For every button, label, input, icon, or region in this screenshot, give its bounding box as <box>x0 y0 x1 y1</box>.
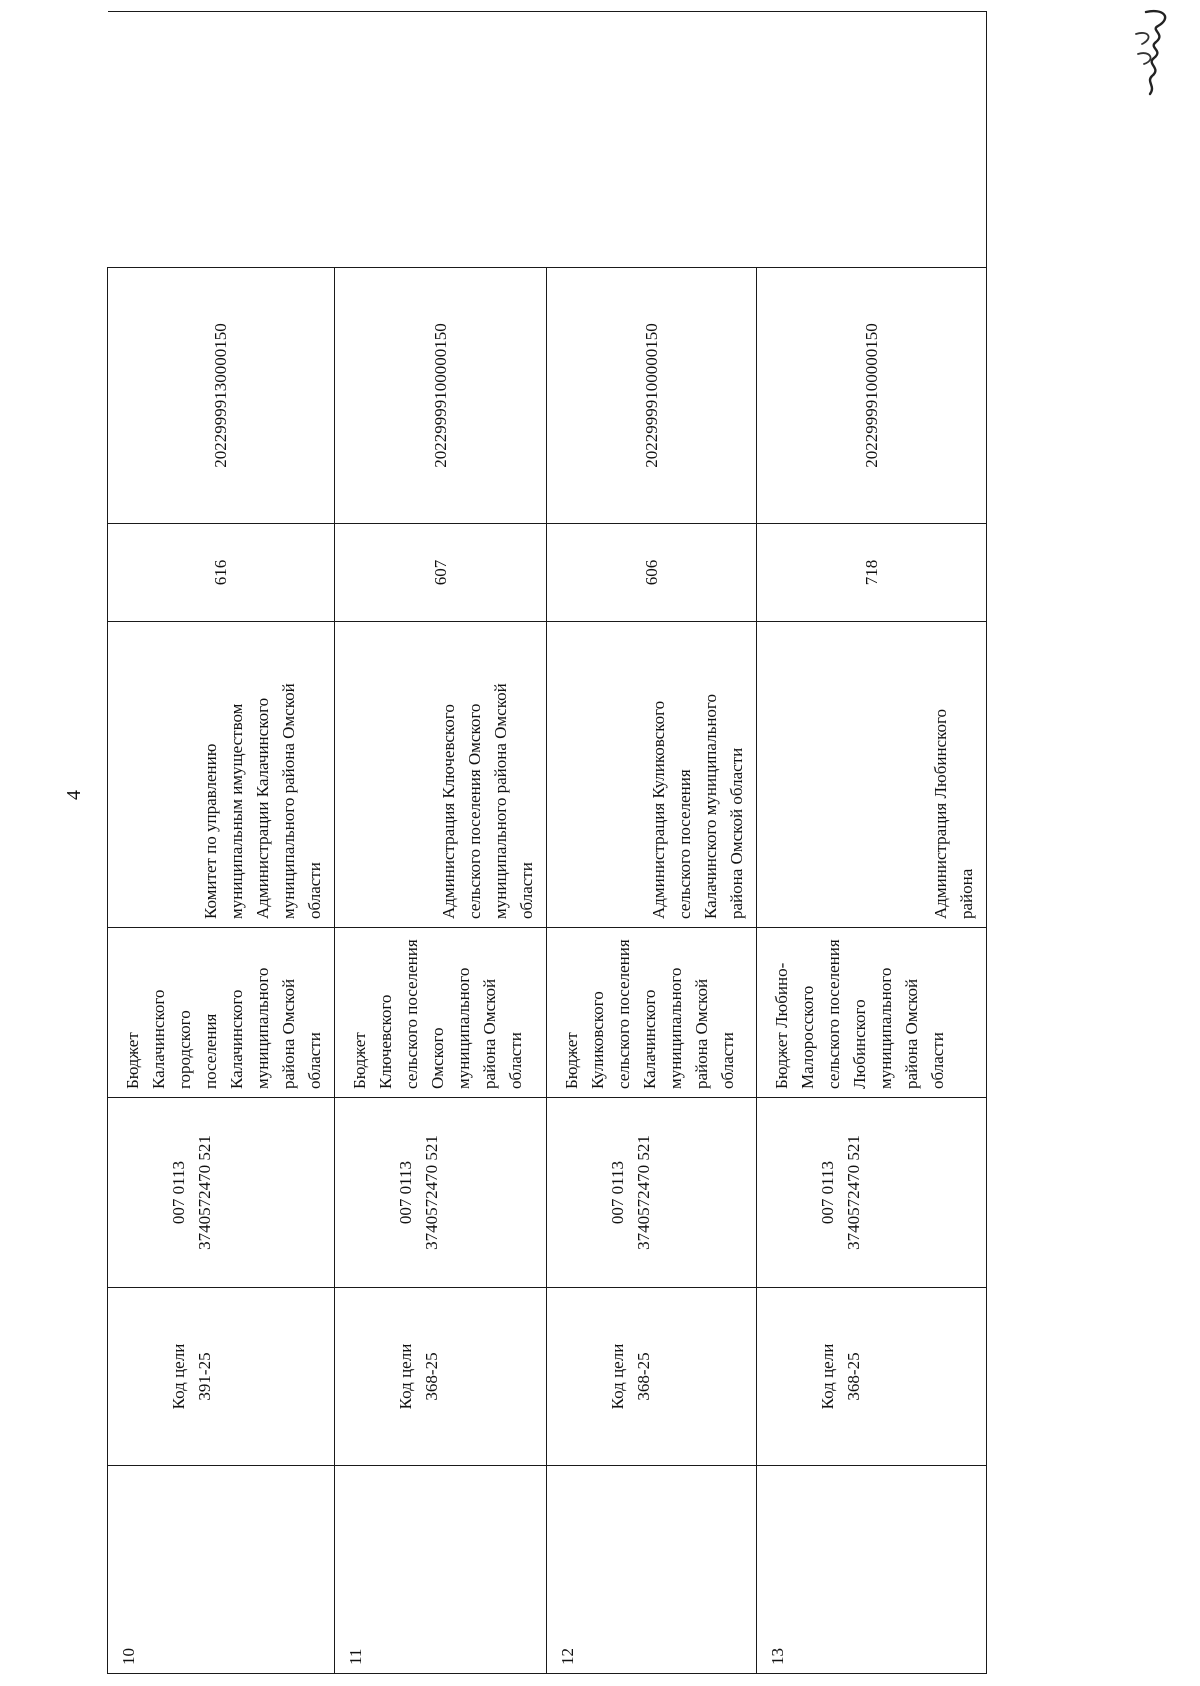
handwritten-signature <box>1106 4 1186 100</box>
budget-name: Бюджет Калачинского городского поселения Калачинского муниципального района Омской области <box>123 967 324 1089</box>
admin-code: 606 <box>641 559 661 586</box>
income-code: 20229999100000150 <box>861 323 881 468</box>
budget-cell <box>335 928 547 1098</box>
admin-code-cell <box>335 524 547 622</box>
table-row <box>108 12 335 1674</box>
income-code-cell <box>757 268 987 524</box>
empty-column-cell <box>108 12 987 268</box>
income-code-cell <box>108 268 335 524</box>
kbk-code: 007 0113 3740572470 521 <box>608 1135 653 1250</box>
subsidy-table <box>107 11 987 1674</box>
purpose-code: Код цели 391-25 <box>169 1343 214 1410</box>
budget-cell <box>547 928 757 1098</box>
purpose-code-cell <box>108 1288 335 1466</box>
budget-name: Бюджет Любино- Малоросского сельского поселения Любинского муниципального района Омской области <box>772 939 947 1089</box>
purpose-code-cell <box>335 1288 547 1466</box>
admin-code: 616 <box>211 559 230 586</box>
purpose-code: Код цели 368-25 <box>818 1343 863 1410</box>
budget-name: Бюджет Куликовского сельского поселения Калачинского муниципального района Омской области <box>562 939 737 1089</box>
rotated-table-sheet <box>107 12 976 1674</box>
budget-cell <box>757 928 987 1098</box>
administrator-cell <box>547 622 757 928</box>
budget-cell <box>108 928 335 1098</box>
kbk-code: 007 0113 3740572470 521 <box>396 1135 441 1250</box>
kbk-cell <box>547 1098 757 1288</box>
kbk-code: 007 0113 3740572470 521 <box>818 1135 863 1250</box>
kbk-cell <box>335 1098 547 1288</box>
kbk-code: 007 0113 3740572470 521 <box>169 1135 214 1250</box>
row-number: 12 <box>547 1466 757 1674</box>
purpose-code: Код цели 368-25 <box>396 1343 441 1410</box>
administrator-name: Администрация Куликовского сельского поселения Калачинского муниципального района Омской области <box>649 694 746 919</box>
kbk-cell <box>757 1098 987 1288</box>
row-number: 10 <box>108 1466 335 1674</box>
admin-code: 718 <box>861 559 881 586</box>
admin-code: 607 <box>430 559 450 586</box>
row-number: 11 <box>335 1466 547 1674</box>
admin-code-cell <box>108 524 335 622</box>
page-number: 4 <box>63 790 85 800</box>
income-code: 20229999100000150 <box>430 323 450 468</box>
administrator-name: Комитет по управлению муниципальным имуществом Администрации Калачинского муниципального района Омской области <box>201 683 324 919</box>
purpose-code: Код цели 368-25 <box>608 1343 653 1410</box>
administrator-name: Администрация Ключевского сельского поселения Омского муниципального района Омской области <box>439 683 536 919</box>
administrator-cell <box>335 622 547 928</box>
income-code-cell <box>547 268 757 524</box>
purpose-code-cell <box>547 1288 757 1466</box>
administrator-name: Администрация Любинского района <box>931 708 976 919</box>
income-code-cell <box>335 268 547 524</box>
administrator-cell <box>757 622 987 928</box>
admin-code-cell <box>757 524 987 622</box>
administrator-cell <box>108 622 335 928</box>
admin-code-cell <box>547 524 757 622</box>
purpose-code-cell <box>757 1288 987 1466</box>
kbk-cell <box>108 1098 335 1288</box>
budget-name: Бюджет Ключевского сельского поселения Омского муниципального района Омской области <box>350 939 525 1089</box>
income-code: 20229999130000150 <box>211 323 230 468</box>
income-code: 20229999100000150 <box>641 323 661 468</box>
row-number: 13 <box>757 1466 987 1674</box>
